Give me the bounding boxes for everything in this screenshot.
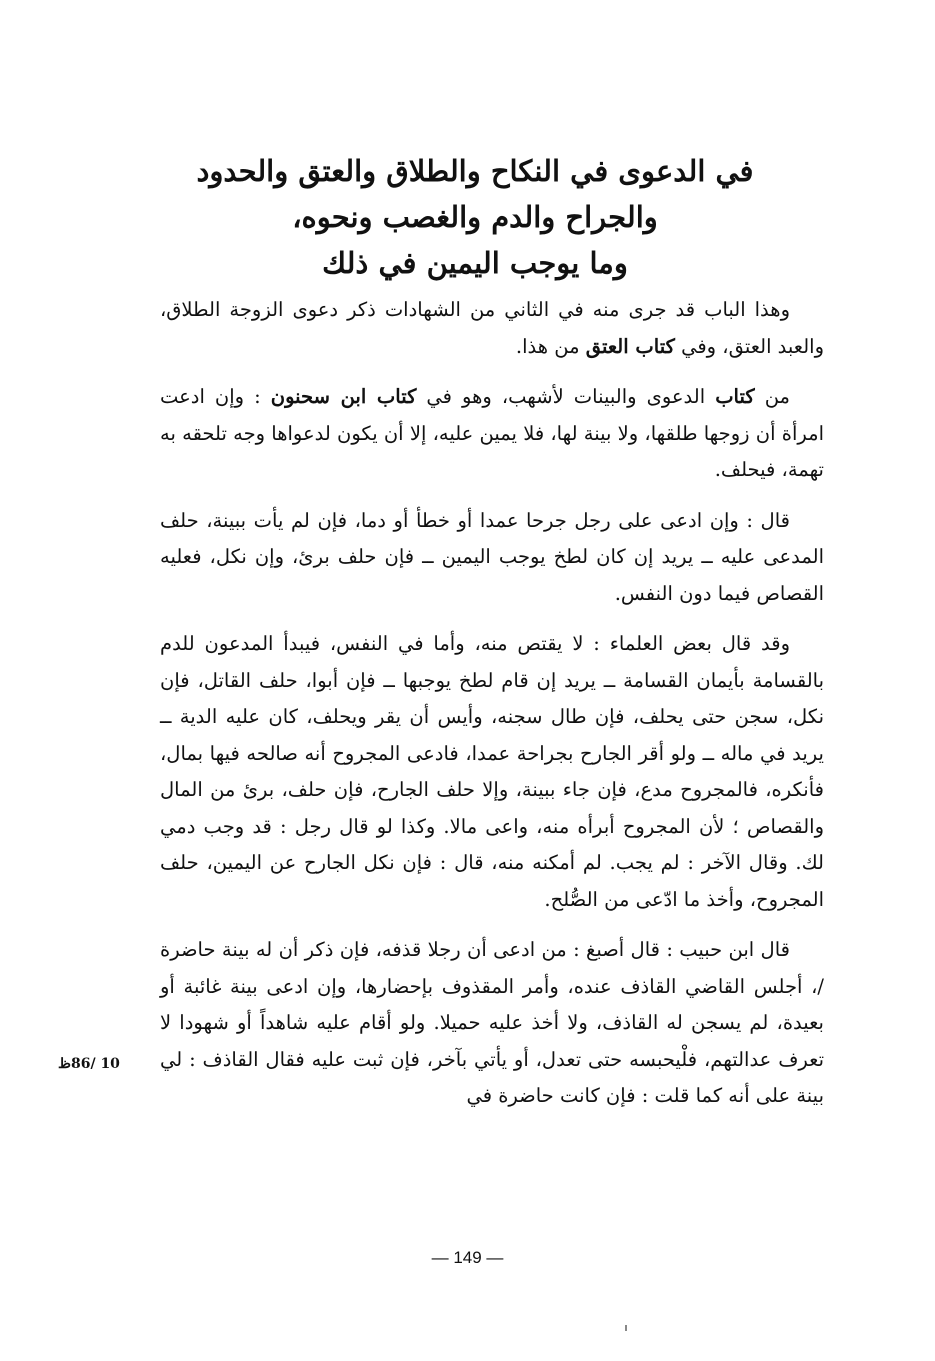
paragraph-2-text-a: من xyxy=(754,385,790,408)
book-reference-ibn-sahnun: كتاب ابن سحنون xyxy=(270,385,417,408)
book-reference-kitab: كتاب xyxy=(715,385,755,408)
paragraph-2 xyxy=(160,379,824,489)
manuscript-folio-reference: 10 /86ظ xyxy=(58,1056,120,1072)
title-line-3: وما يوجب اليمين في ذلك xyxy=(322,246,628,280)
body-text xyxy=(160,292,824,1129)
title-line-1: في الدعوى في النكاح والطلاق والعتق والحدود xyxy=(196,154,754,188)
paragraph-2-text-c: الدعوى والبينات لأشهب، وهو في xyxy=(416,385,716,408)
title-line-2: والجراح والدم والغصب ونحوه، xyxy=(292,200,658,234)
paragraph-1-text-c: من هذا. xyxy=(515,334,586,358)
paragraph-3: قال : وإن ادعى على رجل جرحا عمدا أو خطأ أو دما، فإن لم يأت ببينة، حلف المدعى عليه ــ يريد إن كان لطخ يوجب اليمين ــ فإن حلف برئ، وإن نكل، فعليه القصاص فيما دون النفس. xyxy=(160,508,824,605)
paragraph-1 xyxy=(160,292,824,365)
page-number: — 149 — xyxy=(431,1248,504,1267)
paragraph-5: قال ابن حبيب : قال أصبغ : من ادعى أن رجلا قذفه، فإن ذكر أن له بينة حاضرة /، أجلس القاضي القاذف عنده، وأمر المقذوف بإحضارها، وإن ادعى بينة غائبة أو بعيدة، لم يسجن له القاذف، ولا أخذ عليه حميلا. ولو أقام عليه شاهداً أو شهودا لا تعرف عدالتهم، فلْيحبسه حتى تعدل، أو يأتي بآخر، فإن ثبت عليه فقال القاذف : لي بينة على أنه كما قلت : فإن كانت حاضرة في xyxy=(160,938,824,1107)
book-reference-kitab-al-itq: كتاب العتق xyxy=(585,334,675,358)
paragraph-4: وقد قال بعض العلماء : لا يقتص منه، وأما في النفس، فيبدأ المدعون للدم بالقسامة بأيمان القسامة ــ يريد إن قام لطخ يوجبها ــ فإن أبوا، حلف القاتل، فإن نكل، سجن حتى يحلف، فإن طال سجنه، وأيس أن يقر ويحلف، كان عليه الدية ــ يريد في ماله ــ ولو أقر الجارح بجراحة عمدا، فادعى المجروح أنه صالحه فيها بمال، فأنكره، فالمجروح مدع، فإن جاء ببينة، وإلا حلف الجارح، فإن حلف، برئ من المال والقصاص ؛ لأن المجروح أبرأه منه، واعى مالا. وكذا لو قال رجل : قد وجب دمي لك. وقال الآخر : لم يجب. لم أمكنه منه، قال : فإن نكل الجارح عن اليمين، حلف المجروح، وأخذ ما ادّعى من الصُّلح. xyxy=(160,632,824,911)
paragraph-2-text-e: : وإن ادعت امرأة أن زوجها طلقها، ولا بينة لها، فلا يمين عليه، إلا أن يكون لدعواها وجه تلحقه به تهمة، فيحلف. xyxy=(160,385,824,481)
paragraph-1-text-a: وهذا الباب قد جرى منه في الثاني من الشهادات ذكر دعوى الزوجة الطلاق، والعبد العتق، وفي xyxy=(160,298,824,358)
chapter-title xyxy=(160,148,790,286)
scan-speck xyxy=(625,1325,627,1331)
